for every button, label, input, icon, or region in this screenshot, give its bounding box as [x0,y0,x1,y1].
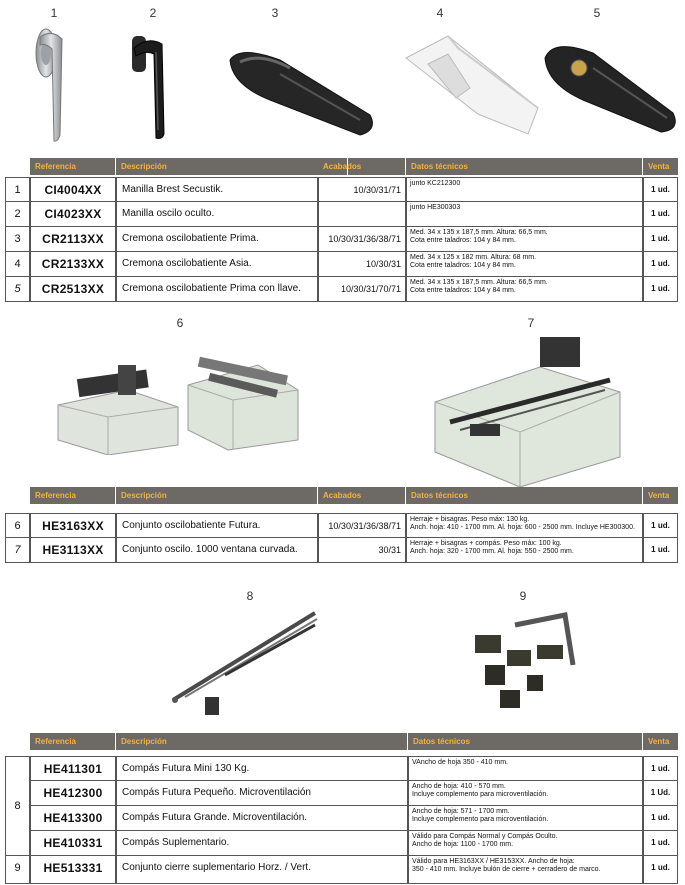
reference-code: HE411301 [30,756,116,781]
technical-data: Ancho de hoja: 410 - 570 mm. Incluye complemento para microventilación. [408,781,643,806]
table-row [5,756,678,781]
sale-unit: 1 ud. [643,756,678,781]
table-row [5,227,678,252]
technical-data: Válido para HE3163XX / HE3153XX. Ancho de hoja: 350 - 410 mm. Incluye bulón de cierre + cerradero de marco. [408,856,643,884]
table-row [5,806,678,831]
header-desc: Descripción [116,487,318,504]
cierre-parts-image [465,605,585,710]
futura-kit-image [48,345,308,455]
technical-data: Ancho de hoja: 571 - 1700 mm. Incluye complemento para microventilación. [408,806,643,831]
header-desc: Descripción [116,158,348,175]
table-row [5,781,678,806]
table-row [5,831,678,856]
description: Conjunto oscilobatiente Futura. [116,513,318,538]
table-header [30,733,678,750]
reference-code: CI4004XX [30,177,116,202]
finishes [318,202,406,227]
handle-silver-image [30,25,75,145]
description: Compás Futura Mini 130 Kg. [116,756,408,781]
table-row [5,538,678,563]
row-index: 6 [5,513,30,538]
header-acab: Acabados [318,158,406,175]
description: Cremona oscilobatiente Prima con llave. [116,277,318,302]
technical-data: VAncho de hoja 350 - 410 mm. [408,756,643,781]
sale-unit: 1 ud. [643,227,678,252]
row-index: 5 [5,277,30,302]
technical-data: Herraje + bisagras + compás. Peso máx: 100 kg. Anch. hoja: 320 - 1700 mm. Al. hoja: 550 - 2500 mm. [406,538,643,563]
header-venta: Venta [648,162,670,171]
technical-data: Med. 34 x 125 x 182 mm. Altura: 68 mm. Cota entre taladros: 104 y 84 mm. [406,252,643,277]
table-header [30,158,678,175]
table-header [30,487,678,504]
sale-unit: 1 ud. [643,538,678,563]
reference-code: CR2133XX [30,252,116,277]
technical-data: junto KC212300 [406,177,643,202]
finishes: 30/31 [318,538,406,563]
description: Cremona oscilobatiente Asia. [116,252,318,277]
sale-unit: 1 Ud. [643,781,678,806]
item-number: 2 [149,6,157,20]
handle-black-image [126,30,171,142]
description: Cremona oscilobatiente Prima. [116,227,318,252]
cremona-prima-image [220,40,380,140]
cremona-lock-image [543,28,683,140]
sale-unit: 1 ud. [643,856,678,884]
reference-code: HE413300 [30,806,116,831]
sale-unit: 1 ud. [643,202,678,227]
row-index: 3 [5,227,30,252]
item-number: 6 [176,316,184,330]
technical-data: Med. 34 x 135 x 187,5 mm. Altura: 66,5 mm. Cota entre taladros: 104 y 84 mm. [406,227,643,252]
description: Manilla Brest Secustik. [116,177,318,202]
cremona-asia-image [398,28,548,140]
compas-image [165,605,325,720]
reference-code: HE3163XX [30,513,116,538]
header-datos: Datos técnicos [406,158,643,175]
sale-unit: 1 ud. [643,831,678,856]
reference-code: CR2113XX [30,227,116,252]
table-row [5,177,678,202]
table-row [5,856,678,881]
item-number: 3 [271,6,279,20]
sale-unit: 1 ud. [643,277,678,302]
technical-data: Herraje + bisagras. Peso máx: 130 kg. Anch. hoja: 410 - 1700 mm. Al. hoja: 600 - 2500 mm. Incluye HE300300. [406,513,643,538]
group-index: 8 [5,756,30,856]
table-row [5,252,678,277]
description: Conjunto oscilo. 1000 ventana curvada. [116,538,318,563]
technical-data: Válido para Compás Normal y Compás Oculto. Ancho de hoja: 1100 - 1700 mm. [408,831,643,856]
header-datos: Datos técnicos [408,733,643,750]
header-acab: Acabados [318,487,406,504]
header-ref: Referencia [30,487,116,504]
item-number: 4 [436,6,444,20]
description: Conjunto cierre suplementario Horz. / Vert. [116,856,408,884]
row-index: 2 [5,202,30,227]
header-ref: Referencia [30,733,116,750]
row-index: 9 [5,856,30,884]
finishes: 10/30/31 [318,252,406,277]
technical-data: junto HE300303 [406,202,643,227]
header-venta: Venta [648,737,670,746]
item-number: 9 [519,589,527,603]
sale-unit: 1 ud. [643,513,678,538]
sale-unit: 1 ud. [643,252,678,277]
sale-unit: 1 ud. [643,806,678,831]
item-number: 5 [593,6,601,20]
curved-kit-image [430,332,625,487]
table-row [5,513,678,538]
header-venta: Venta [648,491,670,500]
finishes: 10/30/31/36/38/71 [318,513,406,538]
finishes: 10/30/31/70/71 [318,277,406,302]
description: Compás Futura Pequeño. Microventilación [116,781,408,806]
row-index: 7 [5,538,30,563]
finishes: 10/30/31/71 [318,177,406,202]
table-row [5,277,678,302]
reference-code: HE410331 [30,831,116,856]
reference-code: HE412300 [30,781,116,806]
item-number: 1 [50,6,58,20]
description: Compás Futura Grande. Microventilación. [116,806,408,831]
sale-unit: 1 ud. [643,177,678,202]
row-index: 1 [5,177,30,202]
reference-code: CI4023XX [30,202,116,227]
reference-code: HE513331 [30,856,116,884]
row-index: 4 [5,252,30,277]
table-row [5,202,678,227]
technical-data: Med. 34 x 135 x 187,5 mm. Altura: 66,5 mm. Cota entre taladros: 104 y 84 mm. [406,277,643,302]
header-desc: Descripción [116,733,408,750]
finishes: 10/30/31/36/38/71 [318,227,406,252]
reference-code: CR2513XX [30,277,116,302]
item-number: 8 [246,589,254,603]
header-ref: Referencia [30,158,116,175]
description: Compás Suplementario. [116,831,408,856]
description: Manilla oscilo oculto. [116,202,318,227]
reference-code: HE3113XX [30,538,116,563]
item-number: 7 [527,316,535,330]
header-datos: Datos técnicos [406,487,643,504]
